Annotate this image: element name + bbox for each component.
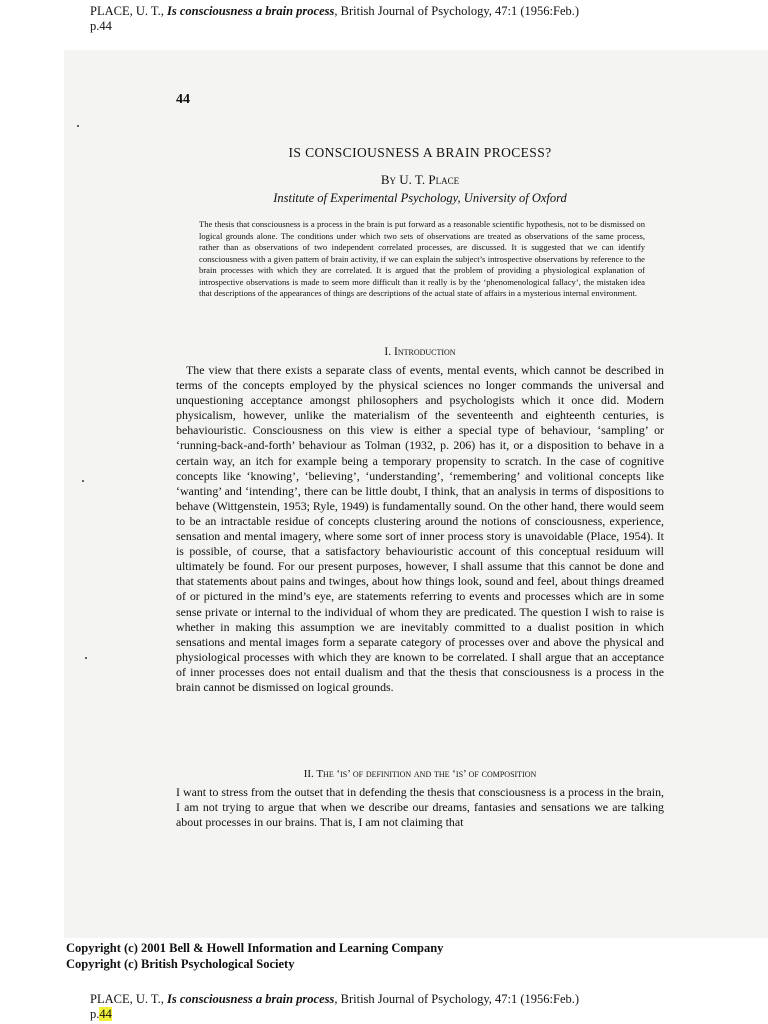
- footer-page-number-highlight: 44: [99, 1007, 112, 1021]
- section-heading-is-of-definition: II. The ‘is’ of definition and the ‘is’ of composition: [303, 768, 537, 780]
- section-body-introduction: The view that there exists a separate class of events, mental events, which cannot be described in terms of the concepts employed by the physical sciences no longer commands the universal and unquestioning acceptance amongst philosophers and psychologists which it once did. Modern physicalism, however, unlike the materialism of the seventeenth and eighteenth centuries, is behaviouristic. Consciousness on this view is either a special type of behaviour, ‘sampling’ or ‘running-back-and-forth’ behaviour as Tolman (1932, p. 206) has it, or a disposition to behave in a certain way, an itch for example being a temporary propensity to scratch. In the case of cognitive concepts like ‘knowing’, ‘believing’, ‘understanding’, ‘remembering’ and volitional concepts like ‘wanting’ and ‘intending’, there can be little doubt, I think, that an analysis in terms of dispositions to behave (Wittgenstein, 1953; Ryle, 1949) is fundamentally sound. On the other hand, there would seem to be an intractable residue of concepts clustering around the notions of consciousness, experience, sensation and mental imagery, where some sort of inner process story is unavoidable (Place, 1954). It is possible, of course, that a satisfactory behaviouristic account of this conceptual residuum will ultimately be found. For our present purposes, however, I shall assume that this cannot be done and that statements about pains and twinges, about how things look, sound and feel, about things dreamed of or pictured in the mind’s eye, are statements referring to events and processes which are in some sense private or internal to the individual of whom they are predicated. The question I wish to raise is whether in making this assumption we are inevitably committed to a dualist position in which sensations and mental images form a separate category of processes over and above the physical and physiological processes with which they are known to be correlated. I shall argue that an acceptance of inner processes does not entail dualism and that the thesis that consciousness is a process in the brain cannot be dismissed on logical grounds.: [176, 363, 664, 694]
- scan-speck: [77, 125, 79, 127]
- article-affiliation: Institute of Experimental Psychology, University of Oxford: [273, 191, 567, 205]
- copyright-line-publisher: Copyright (c) 2001 Bell & Howell Information and Learning Company: [66, 941, 444, 955]
- header-page-prefix: p.: [90, 19, 100, 33]
- scan-speck: [85, 657, 87, 659]
- footer-page-prefix: p.: [90, 1007, 100, 1021]
- article-title: IS CONSCIOUSNESS A BRAIN PROCESS?: [288, 145, 552, 160]
- citation-header-top: [90, 4, 579, 34]
- footer-author: PLACE, U. T.,: [90, 992, 164, 1006]
- header-author: PLACE, U. T.,: [90, 4, 164, 18]
- header-journal: , British Journal of Psychology, 47:1 (1956:Feb.): [334, 4, 580, 18]
- article-byline: By U. T. Place: [380, 172, 460, 187]
- citation-header-bottom: [90, 992, 579, 1022]
- copyright-line-society: Copyright (c) British Psychological Society: [66, 957, 295, 971]
- footer-article-title: Is consciousness a brain process: [166, 992, 335, 1006]
- header-page-number: 44: [99, 19, 112, 33]
- scan-speck: [82, 480, 84, 482]
- section-body-is-of-definition: I want to stress from the outset that in defending the thesis that consciousness is a process in the brain, I am not trying to argue that when we describe our dreams, fantasies and sensations we are talking about processes in our brains. That is, I am not claiming that: [176, 785, 664, 830]
- section-heading-introduction: I. Introduction: [384, 346, 456, 358]
- article-page-number: 44: [176, 92, 190, 107]
- article-abstract: The thesis that consciousness is a process in the brain is put forward as a reasonable scientific hypothesis, not to be dismissed on logical grounds alone. The conditions under which two sets of observations are treated as observations of the same process, rather than as observations of two independent correlated processes, are discussed. It is suggested that we can identify consciousness with a given pattern of brain activity, if we can explain the subject’s introspective observations by reference to the brain processes with which they are correlated. It is argued that the problem of providing a physiological explanation of introspective observations is made to seem more difficult than it really is by the ‘phenomenological fallacy’, the mistaken idea that descriptions of the appearances of things are descriptions of the actual state of affairs in a mysterious internal environment.: [199, 219, 645, 298]
- header-article-title: Is consciousness a brain process: [166, 4, 335, 18]
- footer-journal: , British Journal of Psychology, 47:1 (1956:Feb.): [334, 992, 580, 1006]
